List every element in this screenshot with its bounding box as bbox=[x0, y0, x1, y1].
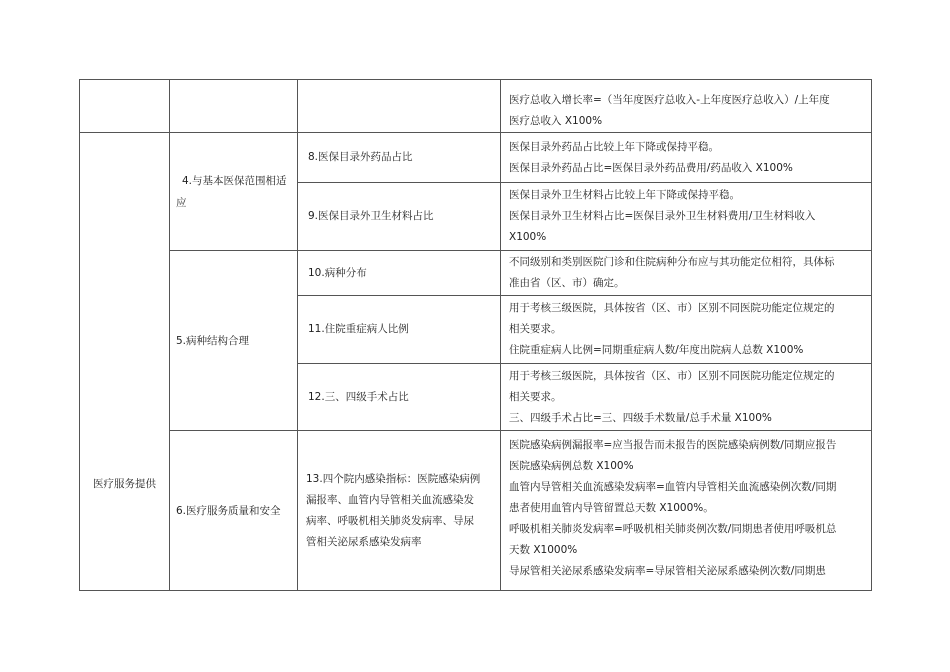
description-line: 医保目录外药品占比=医保目录外药品费用/药品收入 X100% bbox=[509, 161, 793, 174]
indicator-name-line: 管相关泌尿系感染发病率 bbox=[306, 535, 422, 548]
description-line: 用于考核三级医院，具体按省（区、市）区别不同医院功能定位规定的 bbox=[509, 369, 835, 382]
description-line: 医保目录外卫生材料占比=医保目录外卫生材料费用/卫生材料收入 bbox=[509, 210, 816, 222]
description-line: 医保目录外药品占比较上年下降或保持平稳。 bbox=[509, 140, 719, 153]
description-line: 相关要求。 bbox=[509, 390, 562, 403]
indicator-name: 12.三、四级手术占比 bbox=[298, 364, 501, 431]
description-line: 医保目录外卫生材料占比较上年下降或保持平稳。 bbox=[509, 189, 740, 201]
sub-category-cell-empty bbox=[170, 80, 298, 133]
indicator-name bbox=[298, 431, 501, 591]
sub-category-label-cont: 应 bbox=[176, 196, 187, 209]
indicator-name: 9.医保目录外卫生材料占比 bbox=[298, 183, 501, 251]
indicator-name-line: 13.四个院内感染指标：医院感染病例 bbox=[306, 472, 481, 485]
category-cell bbox=[80, 133, 170, 591]
description-cell bbox=[501, 133, 872, 183]
indicator-name-line: 漏报率、血管内导管相关血流感染发 bbox=[306, 493, 474, 506]
indicator-name: 8.医保目录外药品占比 bbox=[298, 133, 501, 183]
category-label: 医疗服务提供 bbox=[93, 478, 156, 490]
description-cell bbox=[501, 80, 872, 133]
sub-category-cell bbox=[170, 133, 298, 251]
description-cell bbox=[501, 183, 872, 251]
description-line: 血管内导管相关血流感染发病率=血管内导管相关血流感染例次数/同期 bbox=[509, 481, 837, 493]
description-line: 医疗总收入 X100% bbox=[509, 115, 603, 127]
table-row bbox=[80, 251, 872, 296]
sub-category-cell bbox=[170, 431, 298, 591]
description-line: 用于考核三级医院，具体按省（区、市）区别不同医院功能定位规定的 bbox=[509, 302, 835, 314]
table-row bbox=[80, 431, 872, 591]
description-line: 医院感染病例漏报率=应当报告而未报告的医院感染病例数/同期应报告 bbox=[509, 439, 837, 451]
description-cell bbox=[501, 296, 872, 364]
description-line: 天数 X1000% bbox=[509, 544, 578, 556]
indicator-table bbox=[79, 79, 872, 591]
table-row bbox=[80, 80, 872, 133]
table-row bbox=[80, 133, 872, 183]
description-line: 不同级别和类别医院门诊和住院病种分布应与其功能定位相符，具体标 bbox=[509, 256, 835, 268]
description-line: 患者使用血管内导管留置总天数 X1000%。 bbox=[509, 502, 714, 514]
indicator-cell-empty bbox=[298, 80, 501, 133]
description-line: 导尿管相关泌尿系感染发病率=导尿管相关泌尿系感染例次数/同期患 bbox=[509, 565, 826, 577]
sub-category-label: 6.医疗服务质量和安全 bbox=[176, 504, 281, 517]
indicator-name-line: 病率、呼吸机相关肺炎发病率、导尿 bbox=[306, 514, 474, 527]
description-cell bbox=[501, 251, 872, 296]
sub-category-cell bbox=[170, 251, 298, 431]
indicator-name: 11.住院重症病人比例 bbox=[298, 296, 501, 364]
description-line: X100% bbox=[509, 231, 547, 243]
description-line: 医院感染病例总数 X100% bbox=[509, 460, 634, 472]
indicator-name: 10.病种分布 bbox=[298, 251, 501, 296]
description-cell bbox=[501, 431, 872, 591]
description-line: 三、四级手术占比=三、四级手术数量/总手术量 X100% bbox=[509, 411, 772, 424]
description-line: 呼吸机相关肺炎发病率=呼吸机相关肺炎例次数/同期患者使用呼吸机总 bbox=[509, 523, 837, 535]
category-cell-empty bbox=[80, 80, 170, 133]
sub-category-label: 5.病种结构合理 bbox=[176, 334, 250, 347]
description-line: 医疗总收入增长率=（当年度医疗总收入-上年度医疗总收入）/上年度 bbox=[509, 94, 830, 106]
sub-category-label: 4.与基本医保范围相适 bbox=[182, 174, 287, 187]
description-line: 相关要求。 bbox=[509, 323, 562, 335]
description-line: 准由省（区、市）确定。 bbox=[509, 277, 625, 289]
description-line: 住院重症病人比例=同期重症病人数/年度出院病人总数 X100% bbox=[509, 344, 804, 356]
description-cell bbox=[501, 364, 872, 431]
